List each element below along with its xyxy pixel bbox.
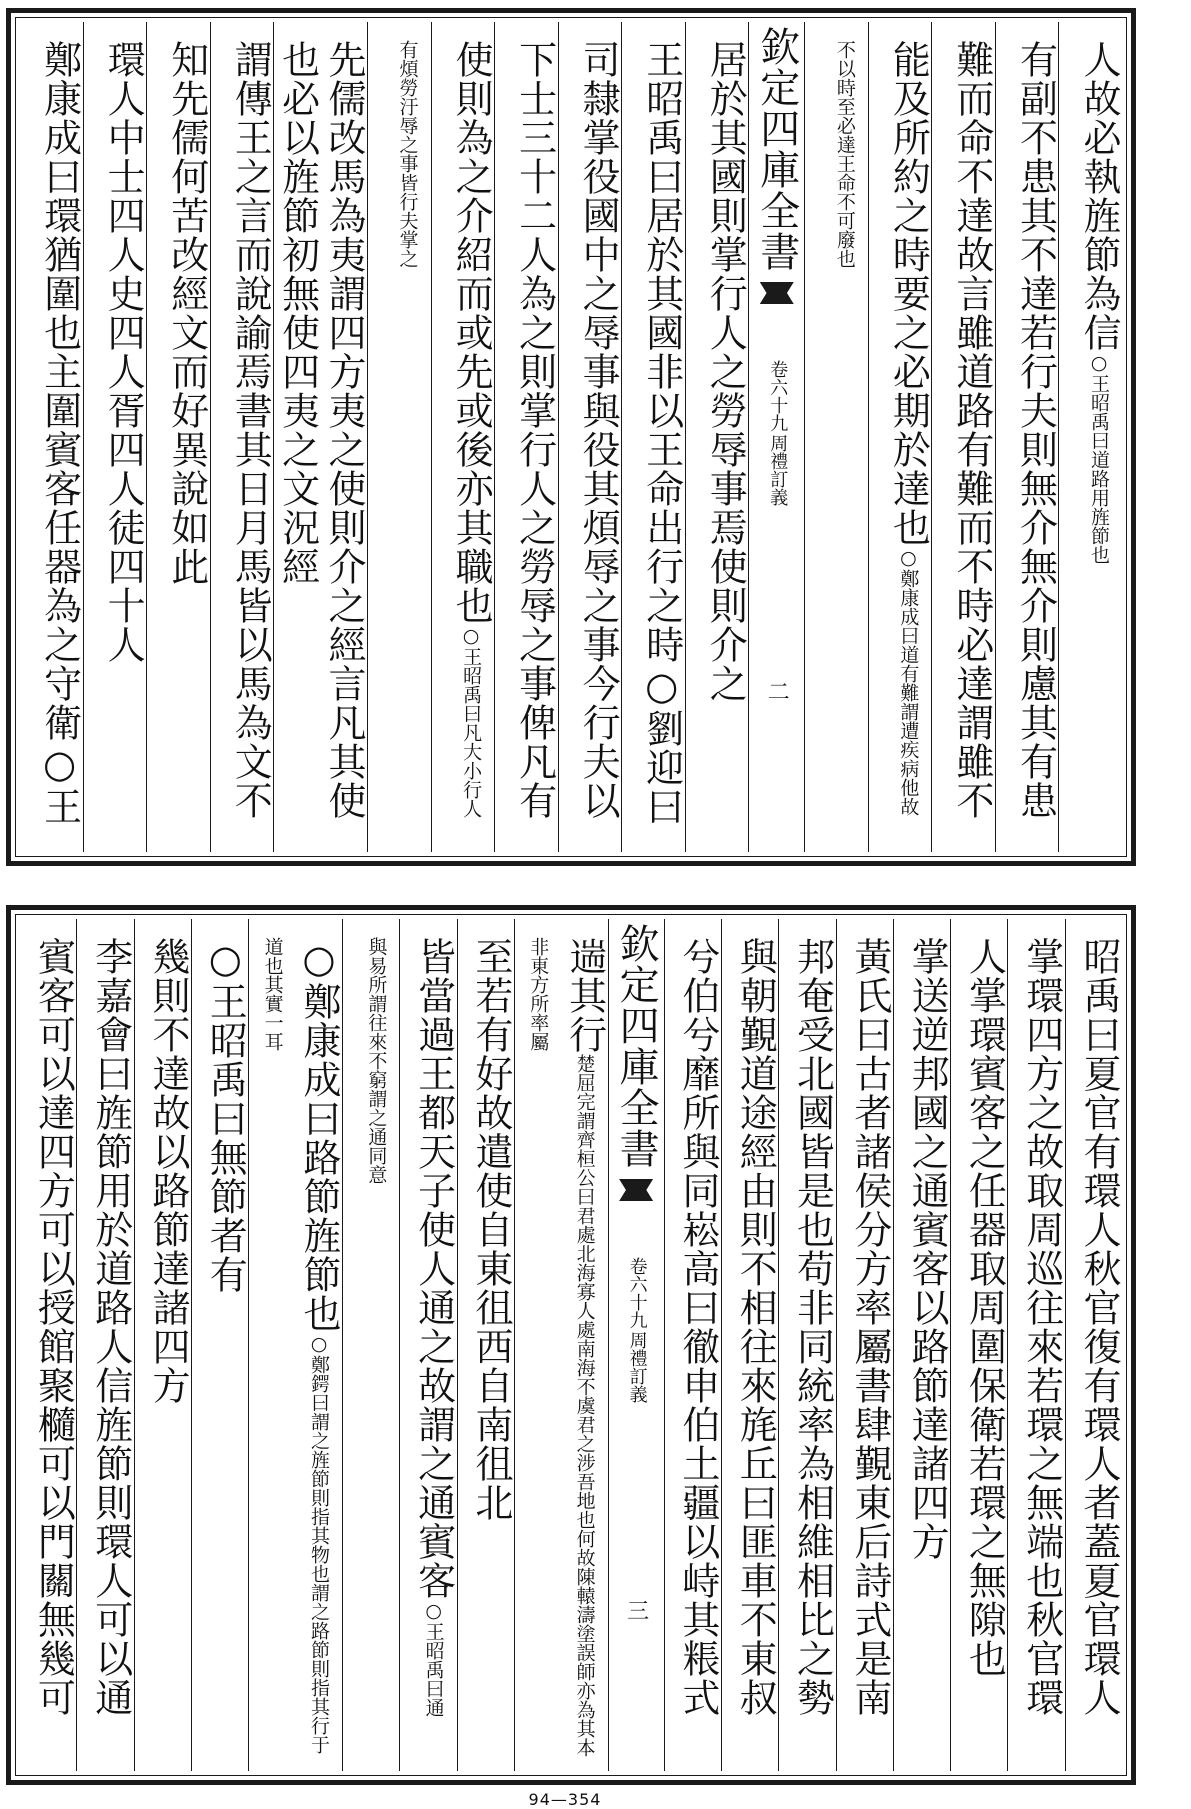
main-text: 鄭康成曰環猶圍也主圍賓客任器為之守衛○王 xyxy=(37,40,82,826)
main-text: 居於其國則掌行人之勞辱事焉使則介之 xyxy=(703,40,748,703)
main-text: 人故必執旌節為信 xyxy=(1077,40,1121,352)
text-column xyxy=(804,22,868,852)
commentary-note: 與易所謂往來不窮謂之通同意 xyxy=(365,937,388,1184)
main-text: 幾則不達故以路節達諸四方 xyxy=(146,937,190,1405)
main-text: 王昭禹曰居於其國非以王命出行之時○劉迎曰 xyxy=(639,40,684,826)
text-column xyxy=(83,22,147,852)
main-text: 掌環四方之故取周巡往來若環之無端也秋官環 xyxy=(1019,937,1064,1717)
commentary-note: 有煩勞汙辱之事皆行夫掌之 xyxy=(396,40,419,268)
folio-number: 二 xyxy=(764,680,790,702)
text-column xyxy=(494,22,558,852)
page-footer-number: 94—354 xyxy=(528,1790,602,1809)
text-column xyxy=(210,22,274,852)
text-column xyxy=(836,919,893,1771)
main-text: 遄其行 xyxy=(562,937,607,1054)
folio-number: 三 xyxy=(623,1599,649,1621)
main-text: 謂傳王之言而說諭焉書其日月馬皆以馬為文不 xyxy=(228,40,273,820)
main-text: 兮伯兮靡所與同崧高曰徹申伯土疆以峙其粻式 xyxy=(675,937,720,1717)
main-text: 皆當過王都天子使人通之故謂之通賓客 xyxy=(411,937,456,1600)
main-text: 賓客可以達四方可以授館聚㰐可以門關無幾可 xyxy=(31,937,76,1717)
main-text: 李嘉會曰旌節用於道路人信旌節則環人可以通 xyxy=(88,937,133,1717)
commentary-note: ○王昭禹曰通 xyxy=(422,1600,445,1717)
text-column xyxy=(457,919,514,1771)
subtitle-line: 卷六十九 xyxy=(767,360,789,432)
text-column xyxy=(931,22,995,852)
main-text: 邦奄受北國皆是也苟非同統率為相維相比之勢 xyxy=(790,937,835,1717)
main-text: 知先儒何苦改經文而好異說如此 xyxy=(164,40,209,586)
commentary-note: ○鄭鍔曰謂之旌節則指其物也謂之路節則指其行于道也其實一耳 xyxy=(261,937,331,1754)
text-column xyxy=(342,919,399,1771)
subtitle-line: 卷六十九 xyxy=(626,1257,648,1329)
book-title: 欽定四庫全書 xyxy=(613,923,660,1169)
main-text: 黃氏曰古者諸侯分方率屬書肆覲東后詩式是南 xyxy=(847,937,892,1717)
text-column xyxy=(273,22,367,852)
text-column xyxy=(1065,919,1122,1771)
text-column xyxy=(399,919,456,1771)
text-column xyxy=(893,919,950,1771)
text-column xyxy=(248,919,342,1771)
fish-tail-mark-icon xyxy=(617,1175,655,1209)
text-column xyxy=(20,22,83,852)
subtitle-line: 周禮訂義 xyxy=(767,434,789,506)
book-title: 欽定四庫全書 xyxy=(753,26,800,272)
center-header-column xyxy=(608,919,664,1771)
text-column xyxy=(685,22,749,852)
commentary-note: ○鄭康成曰道有難謂遭疾病他故 xyxy=(897,547,920,816)
main-text: 環人中士四人史四人胥四人徒四十人 xyxy=(101,40,146,664)
lower-text-columns xyxy=(20,919,1122,1771)
fish-tail-mark-icon xyxy=(758,278,796,312)
main-text: 掌送逆邦國之通賓客以路節達諸四方 xyxy=(905,937,950,1561)
main-text: 難而命不達故言雖道路有難而不時必達謂雖不 xyxy=(949,40,994,820)
text-column xyxy=(367,22,431,852)
text-column xyxy=(558,22,622,852)
main-text: 下士三十二人為之則掌行人之勞辱之事俾凡有 xyxy=(512,40,557,820)
main-text: 司隸掌役國中之辱事與役其煩辱之事今行夫以 xyxy=(576,40,621,820)
chapter-subtitle xyxy=(627,1257,646,1403)
text-column xyxy=(868,22,932,852)
text-column xyxy=(146,22,210,852)
text-column xyxy=(995,22,1059,852)
text-column xyxy=(1058,22,1122,852)
upper-text-columns xyxy=(20,22,1122,852)
main-text: 與朝覲道途經由則不相往來旄丘曰匪車不東叔 xyxy=(733,937,778,1717)
main-text: 先儒改馬為夷謂四方夷之使則介之經言凡其使也必以旌節初無使四夷之文況經 xyxy=(275,40,366,820)
upper-page xyxy=(6,8,1136,866)
main-text: 昭禹曰夏官有環人秋官復有環人者蓋夏官環人 xyxy=(1077,937,1121,1717)
lower-page xyxy=(6,905,1136,1785)
text-column xyxy=(191,919,248,1771)
chapter-subtitle xyxy=(767,360,789,506)
text-column xyxy=(134,919,191,1771)
text-column xyxy=(664,919,721,1771)
commentary-note: ○王昭禹曰道路用旌節也 xyxy=(1088,352,1110,564)
main-text: 至若有好故遣使自東徂西自南徂北 xyxy=(468,937,513,1522)
main-text: 有副不患其不達若行夫則無介無介則慮其有患 xyxy=(1013,40,1058,820)
commentary-note: 楚屈完謂齊桓公曰君處北海寡人處南海不虞君之涉吾地也何故陳轅濤塗誤師亦為其本非東方所率屬 xyxy=(527,937,596,1757)
commentary-note: ○王昭禹曰凡大小行人 xyxy=(460,625,483,818)
main-text: ○鄭康成曰路節旌節也 xyxy=(297,937,342,1333)
main-text: 人掌環賓客之任器取周圍保衛若環之無隙也 xyxy=(962,937,1007,1678)
commentary-note: 不以時至必達王命不可廢也 xyxy=(833,40,856,268)
text-column xyxy=(76,919,133,1771)
text-column xyxy=(20,919,76,1771)
subtitle-line: 周禮訂義 xyxy=(626,1331,648,1403)
main-text: ○王昭禹曰無節者有 xyxy=(203,937,248,1294)
center-header-column xyxy=(748,22,804,852)
text-column xyxy=(621,22,685,852)
main-text: 使則為之介紹而或先或後亦其職也 xyxy=(449,40,494,625)
text-column xyxy=(721,919,778,1771)
text-column xyxy=(1007,919,1064,1771)
text-column xyxy=(431,22,495,852)
main-text: 能及所約之時要之必期於達也 xyxy=(886,40,931,547)
text-column xyxy=(950,919,1007,1771)
text-column xyxy=(778,919,835,1771)
text-column xyxy=(514,919,608,1771)
